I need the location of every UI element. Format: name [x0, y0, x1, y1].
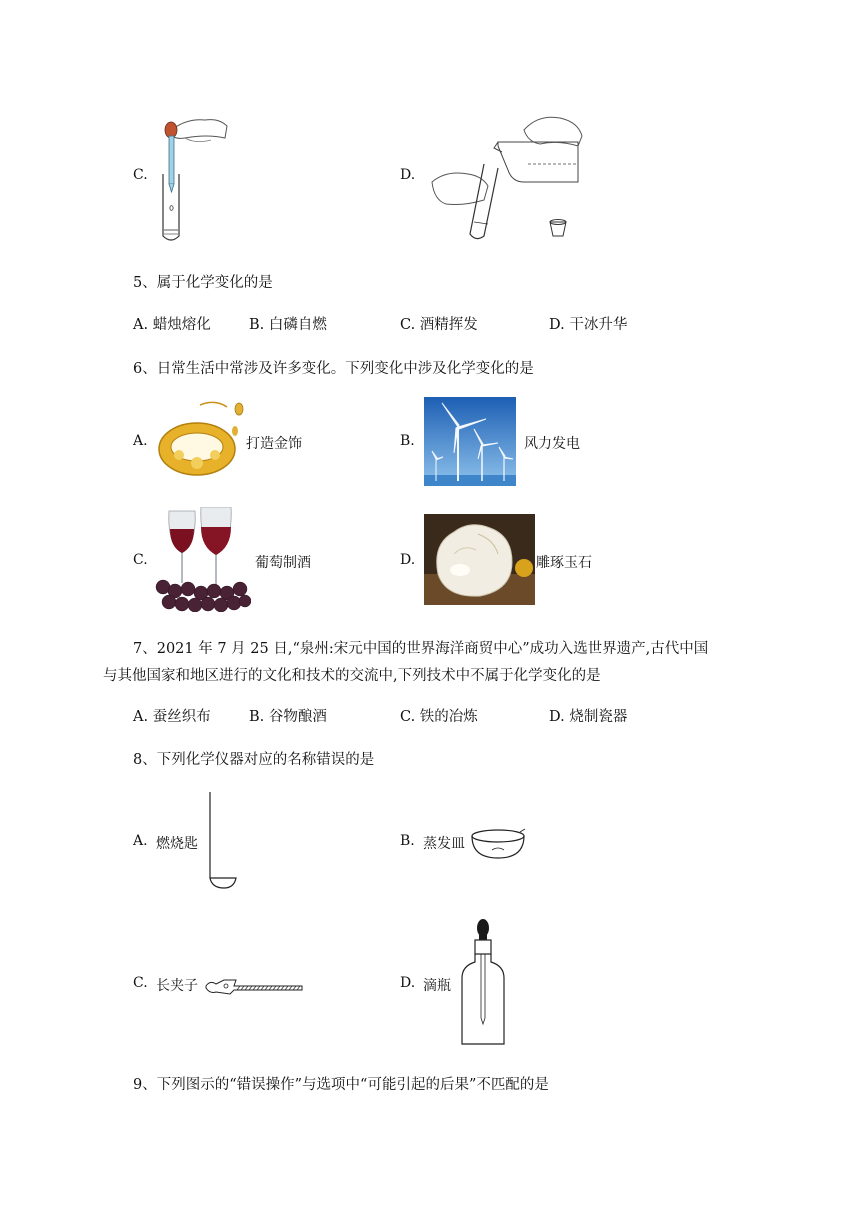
- q7-stem-line-2: 与其他国家和地区进行的文化和技术的交流中,下列技术中不属于化学变化的是: [103, 668, 601, 684]
- gold-jewelry-photo: [155, 397, 245, 485]
- q6-option-d-caption: 雕琢玉石: [536, 555, 592, 571]
- q6-option-c-label: C.: [133, 552, 148, 568]
- q8-option-c-caption: 长夹子: [156, 978, 198, 994]
- q6-option-c-caption: 葡萄制酒: [255, 555, 311, 571]
- combustion-spoon-illustration: [204, 790, 240, 890]
- q8-option-d-label: D.: [400, 975, 416, 991]
- evaporating-dish-illustration: [470, 826, 526, 860]
- jade-carving-photo: [424, 514, 535, 605]
- q6-option-b-label: B.: [400, 433, 415, 449]
- q6-option-d-label: D.: [400, 552, 416, 568]
- q7-option-b: B. 谷物酿酒: [249, 709, 327, 725]
- q4-option-d-label: D.: [400, 167, 416, 183]
- q8-option-a-caption: 燃烧匙: [156, 836, 198, 852]
- pouring-liquid-illustration: [428, 112, 588, 244]
- q7-option-d: D. 烧制瓷器: [549, 709, 628, 725]
- q5-option-b: B. 白磷自燃: [249, 317, 327, 333]
- q5-option-d: D. 干冰升华: [549, 317, 628, 333]
- q6-option-a-label: A.: [133, 433, 148, 449]
- q5-option-a: A. 蜡烛熔化: [133, 317, 211, 333]
- q8-option-c-label: C.: [133, 975, 148, 991]
- q6-stem: 6、日常生活中常涉及许多变化。下列变化中涉及化学变化的是: [133, 361, 534, 377]
- dropper-bottle-illustration: [458, 918, 508, 1050]
- q8-option-b-caption: 蒸发皿: [423, 836, 465, 852]
- q8-option-a-label: A.: [133, 833, 148, 849]
- q5-stem: 5、属于化学变化的是: [133, 275, 273, 291]
- q6-option-b-caption: 风力发电: [524, 436, 580, 452]
- clamp-illustration: [204, 974, 304, 996]
- wind-turbine-photo: [424, 397, 516, 486]
- q9-stem: 9、下列图示的“错误操作”与选项中“可能引起的后果”不匹配的是: [133, 1077, 549, 1093]
- q8-option-d-caption: 滴瓶: [423, 978, 451, 994]
- q7-option-c: C. 铁的冶炼: [400, 709, 478, 725]
- q8-option-b-label: B.: [400, 833, 415, 849]
- wine-grapes-photo: [155, 507, 251, 612]
- dropper-into-test-tube-illustration: [155, 112, 230, 244]
- q5-option-c: C. 酒精挥发: [400, 317, 478, 333]
- q7-option-a: A. 蚕丝织布: [133, 709, 211, 725]
- q7-stem-line-1: 7、2021 年 7 月 25 日,“泉州:宋元中国的世界海洋商贸中心”成功入选世界遗产,古代中国: [133, 641, 709, 657]
- q6-option-a-caption: 打造金饰: [246, 436, 302, 452]
- q4-option-c-label: C.: [133, 167, 148, 183]
- q8-stem: 8、下列化学仪器对应的名称错误的是: [133, 752, 375, 768]
